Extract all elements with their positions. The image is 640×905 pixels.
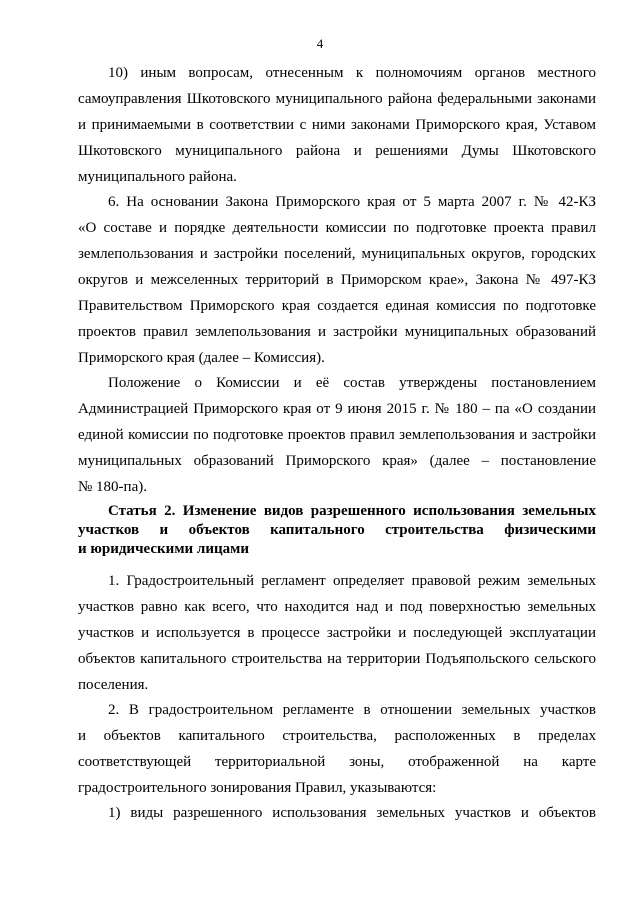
text-line: участков равно как всего, что находится над и под поверхностью земельных	[78, 599, 596, 615]
text-line: самоуправления Шкотовского муниципального района федеральными законами	[78, 91, 596, 107]
text-line: 1) виды разрешенного использования земельных участков и объектов	[108, 805, 596, 821]
paragraph-2-item-1	[78, 800, 596, 826]
paragraph-item-10	[78, 60, 596, 190]
text-line: Правительством Приморского края создается единая комиссия по подготовке	[78, 298, 596, 314]
text-line: 6. На основании Закона Приморского края от 5 марта 2007 г. № 42-КЗ	[108, 194, 596, 210]
page-number: 4	[316, 36, 324, 51]
text-line: муниципального района.	[78, 169, 237, 185]
article-heading	[78, 502, 596, 559]
text-line: проектов правил землепользования и застройки муниципальных образований	[78, 324, 596, 340]
paragraph-polozhenie	[78, 370, 596, 500]
text-line: Шкотовского муниципального района и решениями Думы Шкотовского	[78, 143, 596, 159]
text-line: 10) иным вопросам, отнесенным к полномочиям органов местного	[108, 65, 596, 81]
paragraph-6	[78, 189, 596, 371]
paragraph-2	[78, 697, 596, 801]
text-line: 1. Градостроительный регламент определяет правовой режим земельных	[108, 573, 596, 589]
paragraph-1	[78, 568, 596, 698]
text-line: Положение о Комиссии и её состав утверждены постановлением	[108, 375, 596, 391]
text-line: и объектов капитального строительства, расположенных в пределах	[78, 728, 596, 744]
heading-line: Статья 2. Изменение видов разрешенного использования земельных	[108, 503, 596, 519]
text-line: и принимаемыми в соответствии с ними законами Приморского края, Уставом	[78, 117, 596, 133]
text-line: «О составе и порядке деятельности комиссии по подготовке проекта правил	[78, 220, 596, 236]
text-line: поселения.	[78, 677, 149, 693]
text-line: объектов капитального строительства на территории Подъяпольского сельского	[78, 651, 596, 667]
text-line: участков и используется в процессе застройки и последующей эксплуатации	[78, 625, 596, 641]
text-line: № 180-па).	[78, 479, 147, 495]
text-line: муниципальных образований Приморского края» (далее – постановление	[78, 453, 596, 469]
heading-line: и юридическими лицами	[78, 541, 249, 557]
text-line: 2. В градостроительном регламенте в отношении земельных участков	[108, 702, 596, 718]
text-line: градостроительного зонирования Правил, указываются:	[78, 780, 437, 796]
text-line: округов и межселенных территорий в Приморском крае», Закона № 497-КЗ	[78, 272, 596, 288]
text-line: соответствующей территориальной зоны, отображенной на карте	[78, 754, 596, 770]
text-line: землепользования и застройки поселений, муниципальных округов, городских	[78, 246, 596, 262]
text-line: Администрацией Приморского края от 9 июня 2015 г. № 180 – па «О создании	[78, 401, 596, 417]
heading-line: участков и объектов капитального строительства физическими	[78, 522, 596, 538]
text-line: единой комиссии по подготовке проектов правил землепользования и застройки	[78, 427, 596, 443]
text-line: Приморского края (далее – Комиссия).	[78, 350, 325, 366]
